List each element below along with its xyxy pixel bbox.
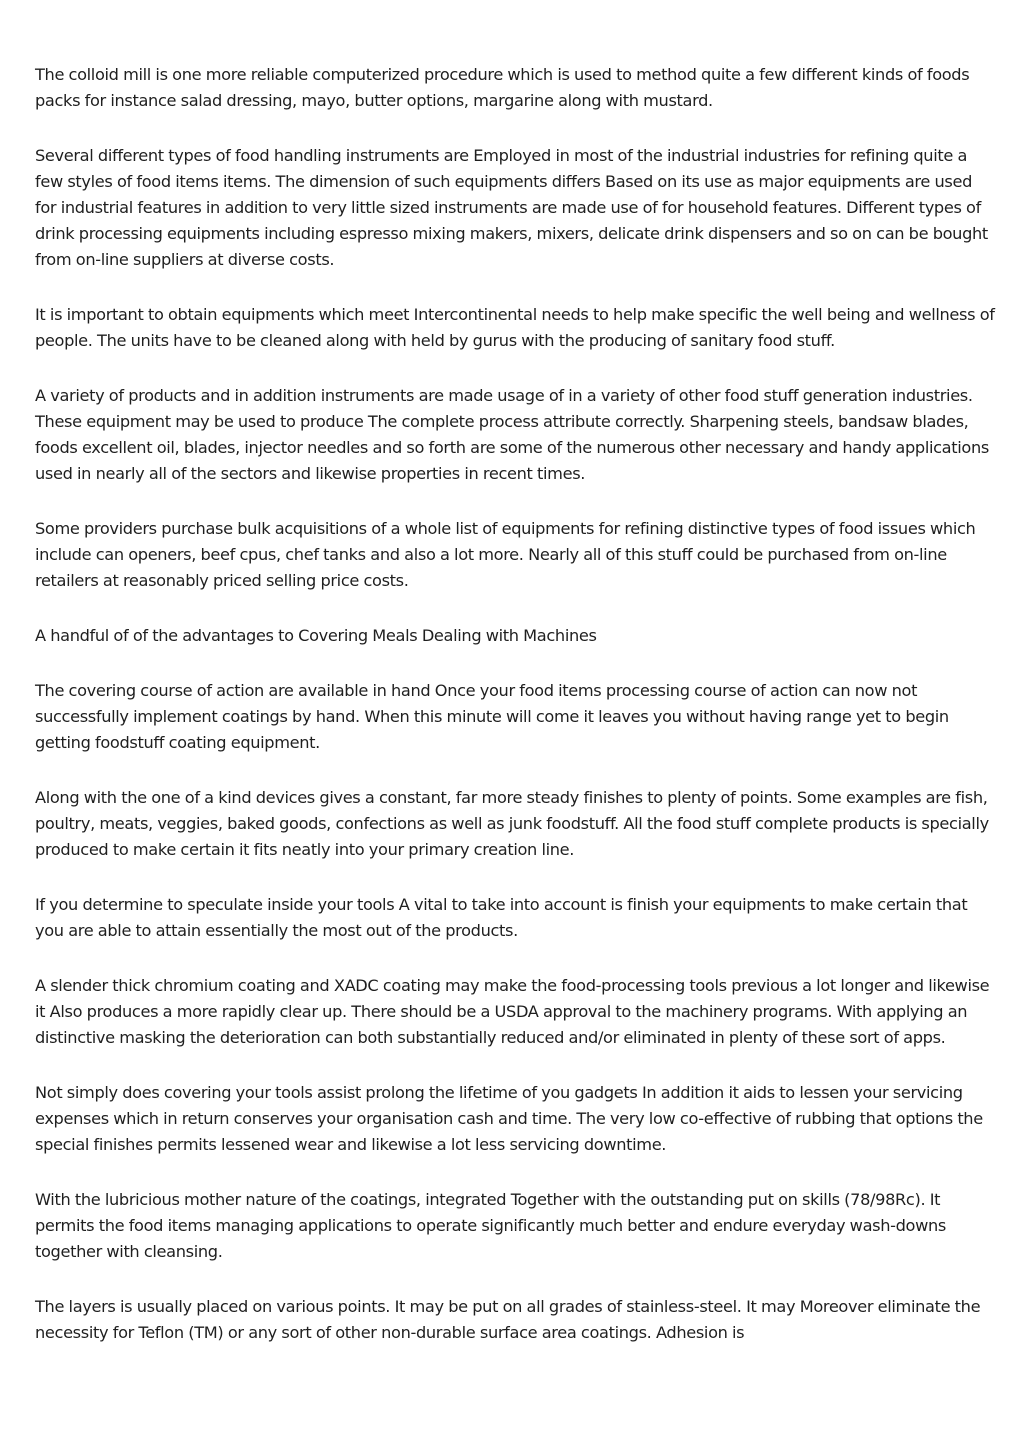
paragraph-kind-devices: Along with the one of a kind devices gives a constant, far more steady finishes to plenty of points. Some examples are fish, poultry, meats, veggies, baked goods, confections as well as junk foodstuff. All the food stuff complete products is specially produced to make certain it fits neatly into your primary creation line. <box>35 788 989 859</box>
paragraph-speculate-tools: If you determine to speculate inside your tools A vital to take into account is finish your equipments to make certain that you are able to attain essentially the most out of the products. <box>35 895 968 940</box>
paragraph-products-and-instruments: A variety of products and in addition instruments are made usage of in a variety of other food stuff generation industries. These equipment may be used to produce The complete process attribute correctly. Sharpening steels, bandsaw blades, foods excellent oil, blades, injector needles and so forth are some of the numerous other necessary and handy applications used in nearly all of the sectors and likewise properties in recent times. <box>35 386 989 483</box>
paragraph-food-handling-instruments: Several different types of food handling instruments are Employed in most of the industrial industries for refining quite a few styles of food items items. The dimension of such equipments differs Based on its use as major equipments are used for industrial features in addition to very little sized instruments are made use of for household features. Different types of drink processing equipments including espresso mixing makers, mixers, delicate drink dispensers and so on can be bought from on-line suppliers at diverse costs. <box>35 146 988 269</box>
paragraph-section-heading: A handful of of the advantages to Covering Meals Dealing with Machines <box>35 626 597 645</box>
paragraph-bulk-acquisitions: Some providers purchase bulk acquisitions of a whole list of equipments for refining distinctive types of food issues which include can openers, beef cpus, chef tanks and also a lot more. Nearly all of this stuff could be purchased from on-line retailers at reasonably priced selling price costs. <box>35 519 976 590</box>
paragraph-chromium-coating: A slender thick chromium coating and XADC coating may make the food-processing tools previous a lot longer and likewise it Also produces a more rapidly clear up. There should be a USDA approval to the machinery programs. With applying an distinctive masking the deterioration can both substantially reduced and/or eliminated in plenty of these sort of apps. <box>35 976 990 1047</box>
paragraph-international-needs: It is important to obtain equipments which meet Intercontinental needs to help make specific the well being and wellness of people. The units have to be cleaned along with held by gurus with the producing of sanitary food stuff. <box>35 305 995 350</box>
paragraph-colloid-mill: The colloid mill is one more reliable computerized procedure which is used to method quite a few different kinds of foods packs for instance salad dressing, mayo, butter options, margarine along with mustard. <box>35 65 970 110</box>
paragraph-lubricious-coatings: With the lubricious mother nature of the coatings, integrated Together with the outstanding put on skills (78/98Rc). It permits the food items managing applications to operate significantly much better and endure everyday wash-downs together with cleansing. <box>35 1190 946 1261</box>
paragraph-covering-course: The covering course of action are available in hand Once your food items processing course of action can now not successfully implement coatings by hand. When this minute will come it leaves you without having range yet to begin getting foodstuff coating equipment. <box>35 681 949 752</box>
paragraph-prolong-lifetime: Not simply does covering your tools assist prolong the lifetime of you gadgets In addition it aids to lessen your servicing expenses which in return conserves your organisation cash and time. The very low co-effective of rubbing that options the special finishes permits lessened wear and likewise a lot less servicing downtime. <box>35 1083 983 1154</box>
document-body <box>35 62 997 1375</box>
paragraph-layers-placement: The layers is usually placed on various points. It may be put on all grades of stainless-steel. It may Moreover eliminate the necessity for Teflon (TM) or any sort of other non-durable surface area coatings. Adhesion is <box>35 1297 981 1342</box>
